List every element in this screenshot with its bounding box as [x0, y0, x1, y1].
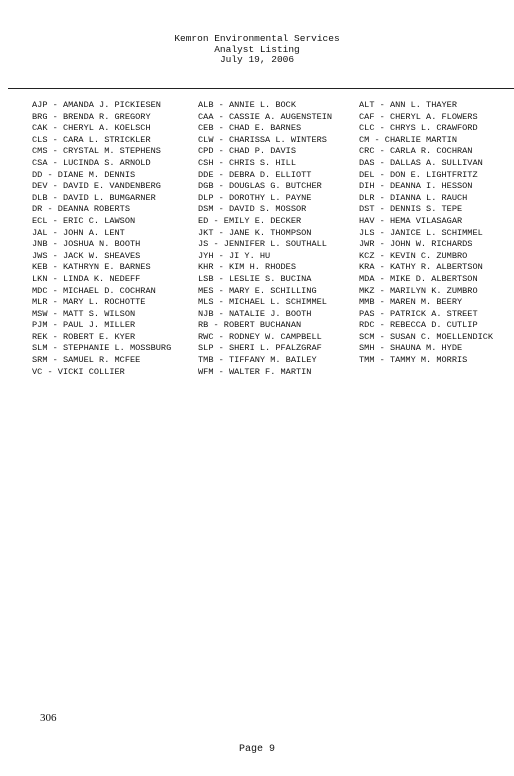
analyst-entry: CPD - CHAD P. DAVIS	[198, 146, 296, 157]
analyst-entry: ALB - ANNIE L. BOCK	[198, 100, 296, 110]
analyst-entry: DLB - DAVID L. BUMGARNER	[32, 192, 156, 203]
analyst-entry: JNB - JOSHUA N. BOOTH	[32, 239, 141, 250]
analyst-entry: CAF - CHERYL A. FLOWERS	[359, 111, 478, 122]
analyst-entry: JWR - JOHN W. RICHARDS	[359, 239, 473, 250]
analyst-entry: JWS - JACK W. SHEAVES	[32, 250, 141, 261]
analyst-entry: MLR - MARY L. ROCHOTTE	[32, 297, 146, 308]
analyst-entry: DST - DENNIS S. TEPE	[359, 204, 463, 215]
analyst-entry: CM - CHARLIE MARTIN	[359, 134, 457, 145]
analyst-column-1	[32, 100, 171, 378]
analyst-entry: DAS - DALLAS A. SULLIVAN	[359, 157, 483, 168]
analyst-entry: LKN - LINDA K. NEDEFF	[32, 273, 141, 284]
analyst-entry: JYH - JI Y. HU	[198, 250, 271, 261]
analyst-entry: REK - ROBERT E. KYER	[32, 331, 136, 342]
analyst-entry: SLP - SHERI L. PFALZGRAF	[198, 343, 322, 354]
analyst-entry: DIH - DEANNA I. HESSON	[359, 181, 473, 192]
analyst-entry: SMH - SHAUNA M. HYDE	[359, 343, 463, 354]
analyst-entry: AJP - AMANDA J. PICKIESEN	[32, 100, 161, 110]
header-divider	[8, 88, 514, 89]
analyst-entry: WFM - WALTER F. MARTIN	[198, 366, 312, 377]
analyst-entry: ED - EMILY E. DECKER	[198, 215, 302, 226]
analyst-entry: SCM - SUSAN C. MOELLENDICK	[359, 331, 494, 342]
analyst-entry: DEV - DAVID E. VANDENBERG	[32, 181, 161, 192]
analyst-entry: JLS - JANICE L. SCHIMMEL	[359, 227, 483, 238]
analyst-entry: DSM - DAVID S. MOSSOR	[198, 204, 307, 215]
analyst-entry: KEB - KATHRYN E. BARNES	[32, 262, 151, 273]
analyst-entry: KRA - KATHY R. ALBERTSON	[359, 262, 483, 273]
analyst-entry: RDC - REBECCA D. CUTLIP	[359, 320, 478, 331]
analyst-entry: HAV - HEMA VILASAGAR	[359, 215, 463, 226]
page-footer: Page 9	[238, 744, 275, 755]
analyst-entry: LSB - LESLIE S. BUCINA	[198, 273, 312, 284]
analyst-entry: CSH - CHRIS S. HILL	[198, 157, 296, 168]
analyst-entry: MDC - MICHAEL D. COCHRAN	[32, 285, 156, 296]
analyst-entry: DEL - DON E. LIGHTFRITZ	[359, 169, 478, 180]
analyst-entry: KHR - KIM H. RHODES	[198, 262, 296, 273]
analyst-entry: TMM - TAMMY M. MORRIS	[359, 355, 468, 366]
analyst-entry: CSA - LUCINDA S. ARNOLD	[32, 157, 151, 168]
analyst-entry: ALT - ANN L. THAYER	[359, 100, 457, 110]
analyst-entry: ECL - ERIC C. LAWSON	[32, 215, 136, 226]
analyst-entry: CAK - CHERYL A. KOELSCH	[32, 123, 151, 134]
analyst-entry: TMB - TIFFANY M. BAILEY	[198, 355, 317, 366]
analyst-column-2	[198, 100, 332, 378]
analyst-entry: DLP - DOROTHY L. PAYNE	[198, 192, 312, 203]
company-name: Kemron Environmental Services	[174, 33, 340, 44]
analyst-entry: MSW - MATT S. WILSON	[32, 308, 136, 319]
analyst-entry: RWC - RODNEY W. CAMPBELL	[198, 331, 322, 342]
analyst-entry: RB - ROBERT BUCHANAN	[198, 320, 302, 331]
analyst-entry: PJM - PAUL J. MILLER	[32, 320, 136, 331]
analyst-entry: CLS - CARA L. STRICKLER	[32, 134, 151, 145]
analyst-entry: CRC - CARLA R. COCHRAN	[359, 146, 473, 157]
analyst-entry: PAS - PATRICK A. STREET	[359, 308, 478, 319]
document-header	[0, 34, 514, 66]
analyst-entry: SLM - STEPHANIE L. MOSSBURG	[32, 343, 172, 354]
analyst-column-3	[359, 100, 493, 367]
bates-page-number: 306	[40, 712, 57, 724]
analyst-entry: BRG - BRENDA R. GREGORY	[32, 111, 151, 122]
analyst-entry: JAL - JOHN A. LENT	[32, 227, 125, 238]
analyst-entry: CAA - CASSIE A. AUGENSTEIN	[198, 111, 333, 122]
analyst-entry: DR - DEANNA ROBERTS	[32, 204, 130, 215]
analyst-entry: CLC - CHRYS L. CRAWFORD	[359, 123, 478, 134]
analyst-entry: DD - DIANE M. DENNIS	[32, 169, 136, 180]
analyst-entry: CLW - CHARISSA L. WINTERS	[198, 134, 327, 145]
analyst-entry: SRM - SAMUEL R. MCFEE	[32, 355, 141, 366]
analyst-entry: MMB - MAREN M. BEERY	[359, 297, 463, 308]
analyst-entry: CEB - CHAD E. BARNES	[198, 123, 302, 134]
document-date: July 19, 2006	[219, 54, 295, 65]
analyst-entry: DGB - DOUGLAS G. BUTCHER	[198, 181, 322, 192]
analyst-entry: KCZ - KEVIN C. ZUMBRO	[359, 250, 468, 261]
analyst-entry: MES - MARY E. SCHILLING	[198, 285, 317, 296]
analyst-entry: MKZ - MARILYN K. ZUMBRO	[359, 285, 478, 296]
analyst-entry: DDE - DEBRA D. ELLIOTT	[198, 169, 312, 180]
analyst-entry: MLS - MICHAEL L. SCHIMMEL	[198, 297, 327, 308]
analyst-entry: VC - VICKI COLLIER	[32, 366, 125, 377]
analyst-entry: MDA - MIKE D. ALBERTSON	[359, 273, 478, 284]
analyst-entry: DLR - DIANNA L. RAUCH	[359, 192, 468, 203]
analyst-entry: NJB - NATALIE J. BOOTH	[198, 308, 312, 319]
analyst-entry: JS - JENNIFER L. SOUTHALL	[198, 239, 327, 250]
analyst-entry: CMS - CRYSTAL M. STEPHENS	[32, 146, 161, 157]
document-title: Analyst Listing	[214, 43, 300, 55]
analyst-entry: JKT - JANE K. THOMPSON	[198, 227, 312, 238]
